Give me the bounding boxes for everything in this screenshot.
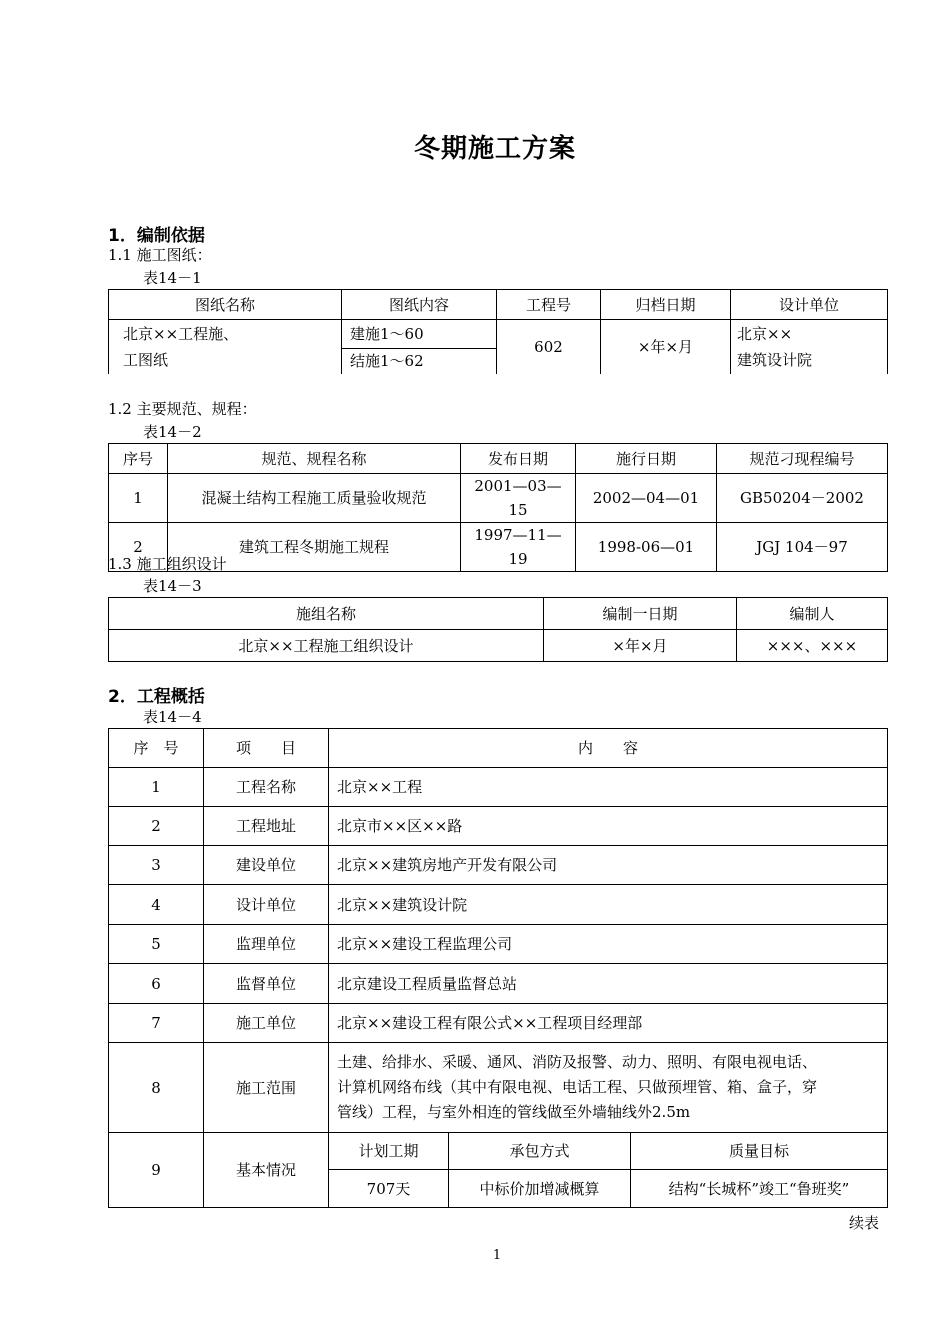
cell: 北京××建设工程有限公式××工程项目经理部 xyxy=(329,1004,888,1043)
table-14-4-caption: 表14－4 xyxy=(143,708,202,726)
cell: 混凝土结构工程施工质量验收规范 xyxy=(168,474,461,523)
cell: 2 xyxy=(109,523,168,572)
table-row xyxy=(109,474,888,523)
section-1-3-label: 1.3 施工组织设计 xyxy=(108,555,227,573)
page-number: 1 xyxy=(492,1248,502,1263)
header-cell: 编制一日期 xyxy=(544,598,737,630)
table-row xyxy=(109,885,888,925)
scope-cell xyxy=(329,1043,888,1133)
cell: 施工单位 xyxy=(204,1004,329,1043)
cell: ×××、××× xyxy=(737,630,888,662)
header-cell: 序号 xyxy=(109,444,168,474)
cell: 1 xyxy=(109,474,168,523)
table-row xyxy=(109,1043,888,1133)
section-1-1-label: 1.1 施工图纸： xyxy=(108,246,212,264)
header-cell: 项 目 xyxy=(204,729,329,768)
cell: 北京××建筑房地产开发有限公司 xyxy=(329,846,888,885)
scope-line: 土建、给排水、采暖、通风、消防及报警、动力、照明、有限电视电话、 xyxy=(337,1053,818,1071)
cell: 1997—11—19 xyxy=(461,523,576,572)
cell: 5 xyxy=(109,925,204,964)
header-cell: 编制人 xyxy=(737,598,888,630)
sub-header-cell: 计划工期 xyxy=(329,1133,449,1170)
cell: 设计单位 xyxy=(204,885,329,925)
cell: 7 xyxy=(109,1004,204,1043)
table-row xyxy=(109,1133,888,1170)
cell: 北京××建设工程监理公司 xyxy=(329,925,888,964)
design-unit-line: 建筑设计院 xyxy=(737,350,813,369)
header-cell: 设计单位 xyxy=(731,290,888,320)
cell: 施工范围 xyxy=(204,1043,329,1133)
header-cell: 发布日期 xyxy=(461,444,576,474)
cell: 707天 xyxy=(329,1170,449,1208)
cell: 北京××建筑设计院 xyxy=(329,885,888,925)
drawing-content-cell: 结施1～62 xyxy=(342,349,497,374)
header-cell: 归档日期 xyxy=(601,290,731,320)
cell: 结构“长城杯”竣工“鲁班奖” xyxy=(631,1170,888,1208)
table-row xyxy=(109,807,888,846)
project-no-cell: 602 xyxy=(497,320,601,374)
cell: 北京市××区××路 xyxy=(329,807,888,846)
table-row xyxy=(109,846,888,885)
cell: ×年×月 xyxy=(544,630,737,662)
header-cell: 图纸内容 xyxy=(342,290,497,320)
header-cell: 图纸名称 xyxy=(109,290,342,320)
cell: 2001—03—15 xyxy=(461,474,576,523)
cell: 1998-06—01 xyxy=(576,523,717,572)
header-cell: 内 容 xyxy=(329,729,888,768)
table-14-1-caption: 表14－1 xyxy=(143,269,202,287)
cell: 9 xyxy=(109,1133,204,1208)
header-cell: 序 号 xyxy=(109,729,204,768)
cell: JGJ 104－97 xyxy=(717,523,888,572)
cell: 2002—04—01 xyxy=(576,474,717,523)
cell: 监理单位 xyxy=(204,925,329,964)
section-1-heading: 1．编制依据 xyxy=(108,226,205,246)
table-row xyxy=(109,1004,888,1043)
table-14-3-caption: 表14－3 xyxy=(143,577,202,595)
cell: 建筑工程冬期施工规程 xyxy=(168,523,461,572)
table-row xyxy=(109,925,888,964)
cell: 2 xyxy=(109,807,204,846)
project-overview-table xyxy=(108,728,888,1208)
section-2-heading: 2．工程概括 xyxy=(108,687,205,707)
cell: 1 xyxy=(109,768,204,807)
cell: 北京××工程施工组织设计 xyxy=(109,630,544,662)
header-cell: 规范、规程名称 xyxy=(168,444,461,474)
table-row xyxy=(109,964,888,1004)
cell: 建设单位 xyxy=(204,846,329,885)
cell: 北京建设工程质量监督总站 xyxy=(329,964,888,1004)
archive-date-cell: ×年×月 xyxy=(601,320,731,374)
design-unit-line: 北京×× xyxy=(737,324,793,343)
cell: GB50204－2002 xyxy=(717,474,888,523)
cell: 基本情况 xyxy=(204,1133,329,1208)
table-14-2-caption: 表14－2 xyxy=(143,423,202,441)
header-cell: 施行日期 xyxy=(576,444,717,474)
header-cell: 施组名称 xyxy=(109,598,544,630)
design-unit-cell xyxy=(731,320,888,374)
table-row xyxy=(109,768,888,807)
scope-line: 计算机网络布线（其中有限电视、电话工程、只做预埋管、箱、盒子，穿 xyxy=(337,1078,818,1096)
organization-design-table xyxy=(108,597,888,662)
scope-line: 管线）工程，与室外相连的管线做至外墙轴线外2.5m xyxy=(337,1103,691,1121)
cell: 6 xyxy=(109,964,204,1004)
cell: 3 xyxy=(109,846,204,885)
cell: 北京××工程 xyxy=(329,768,888,807)
drawing-name-line: 工图纸 xyxy=(123,350,169,369)
drawings-table xyxy=(108,289,888,374)
drawing-name-cell xyxy=(109,320,342,374)
document-title: 冬期施工方案 xyxy=(413,134,576,164)
cell: 工程地址 xyxy=(204,807,329,846)
cell: 工程名称 xyxy=(204,768,329,807)
cell: 4 xyxy=(109,885,204,925)
sub-header-cell: 质量目标 xyxy=(631,1133,888,1170)
drawing-name-line: 北京××工程施、 xyxy=(123,324,239,343)
section-1-2-label: 1.2 主要规范、规程： xyxy=(108,400,257,418)
header-cell: 工程号 xyxy=(497,290,601,320)
cell: 中标价加增减概算 xyxy=(449,1170,631,1208)
cell: 8 xyxy=(109,1043,204,1133)
table-row xyxy=(109,630,888,662)
drawing-content-cell: 建施1～60 xyxy=(342,320,497,349)
cell: 监督单位 xyxy=(204,964,329,1004)
sub-header-cell: 承包方式 xyxy=(449,1133,631,1170)
continued-label: 续表 xyxy=(849,1214,880,1232)
header-cell: 规范刁现程编号 xyxy=(717,444,888,474)
